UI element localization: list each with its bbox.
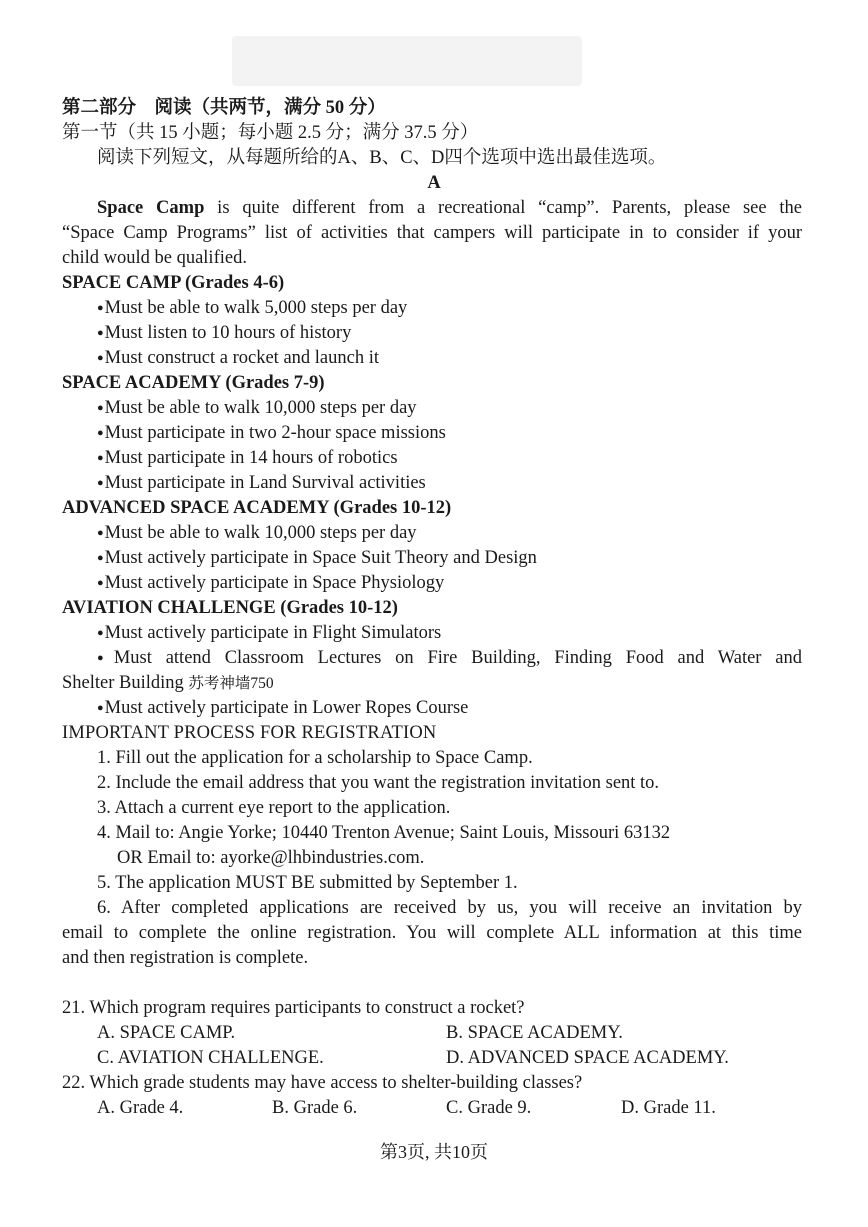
registration-step: 3. Attach a current eye report to the application. — [97, 798, 451, 818]
list-item: ● Must listen to 10 hours of history — [97, 321, 802, 348]
program-title: SPACE ACADEMY (Grades 7-9) — [62, 373, 325, 393]
list-item: ● Must participate in two 2-hour space missions — [97, 421, 802, 448]
list-item: ● Must actively participate in Space Physiology — [97, 571, 802, 598]
list-item-text: Shelter Building — [62, 673, 184, 693]
list-item: ● Must actively participate in Space Suit Theory and Design — [97, 546, 802, 573]
list-item: ● Must be able to walk 10,000 steps per day — [97, 396, 802, 423]
list-item: ● Must be able to walk 5,000 steps per day — [97, 296, 802, 323]
part-heading: 第二部分 阅读（共两节，满分 50 分） — [62, 98, 386, 118]
registration-step: 6. After completed applications are received by us, you will receive an invitation by — [97, 898, 802, 918]
question-option: C. Grade 9. — [446, 1098, 532, 1118]
watermark-text: 苏考神墙750 — [188, 675, 274, 692]
question-option: D. Grade 11. — [621, 1098, 716, 1118]
question-option: A. SPACE CAMP. — [97, 1023, 236, 1043]
question-option: B. SPACE ACADEMY. — [446, 1023, 623, 1043]
question-option: A. Grade 4. — [97, 1098, 184, 1118]
question-stem: 22. Which grade students may have access to shelter-building classes? — [62, 1073, 583, 1093]
list-item: ● Must actively participate in Flight Simulators — [97, 621, 802, 648]
registration-step-continued: email to complete the online registration. You will complete ALL information at this time — [62, 923, 802, 943]
passage-letter: A — [427, 173, 441, 193]
list-item: ● Must be able to walk 10,000 steps per day — [97, 521, 802, 548]
registration-step: 2. Include the email address that you want the registration invitation sent to. — [97, 773, 660, 793]
registration-step: 4. Mail to: Angie Yorke; 10440 Trenton Avenue; Saint Louis, Missouri 63132 — [97, 823, 671, 843]
intro-line-1-text: is quite different from a recreational “camp”. Parents, please see the — [204, 198, 803, 218]
question-option: B. Grade 6. — [272, 1098, 358, 1118]
instruction: 阅读下列短文，从每题所给的A、B、C、D四个选项中选出最佳选项。 — [97, 148, 667, 168]
question-stem: 21. Which program requires participants to construct a rocket? — [62, 998, 525, 1018]
list-item: ● Must participate in Land Survival activities — [97, 471, 802, 498]
list-item: ● Must actively participate in Lower Ropes Course — [97, 696, 802, 723]
registration-step: 1. Fill out the application for a scholarship to Space Camp. — [97, 748, 533, 768]
program-title: ADVANCED SPACE ACADEMY (Grades 10-12) — [62, 498, 452, 518]
intro-line-2: “Space Camp Programs” list of activities that campers will participate in to consider if your — [62, 223, 802, 243]
list-item-continued — [62, 671, 802, 696]
program-title: AVIATION CHALLENGE (Grades 10-12) — [62, 598, 398, 618]
intro-line-1 — [97, 196, 802, 221]
registration-step-continued: and then registration is complete. — [62, 948, 309, 968]
page-footer: 第3页, 共10页 — [380, 1142, 488, 1162]
program-title: SPACE CAMP (Grades 4-6) — [62, 273, 285, 293]
question-option: D. ADVANCED SPACE ACADEMY. — [446, 1048, 729, 1068]
intro-line-3: child would be qualified. — [62, 248, 247, 268]
list-item: ● Must participate in 14 hours of robotics — [97, 446, 802, 473]
intro-lead: Space Camp — [97, 198, 205, 218]
list-item: ● Must construct a rocket and launch it — [97, 346, 802, 373]
registration-title: IMPORTANT PROCESS FOR REGISTRATION — [62, 723, 437, 743]
header-blurred-area — [232, 36, 582, 86]
registration-step-continued: OR Email to: ayorke@lhbindustries.com. — [117, 848, 425, 868]
registration-step: 5. The application MUST BE submitted by September 1. — [97, 873, 518, 893]
question-option: C. AVIATION CHALLENGE. — [97, 1048, 324, 1068]
sub-heading: 第一节（共 15 小题；每小题 2.5 分；满分 37.5 分） — [62, 123, 479, 143]
list-item: ● Must attend Classroom Lectures on Fire Building, Finding Food and Water and — [97, 646, 802, 673]
